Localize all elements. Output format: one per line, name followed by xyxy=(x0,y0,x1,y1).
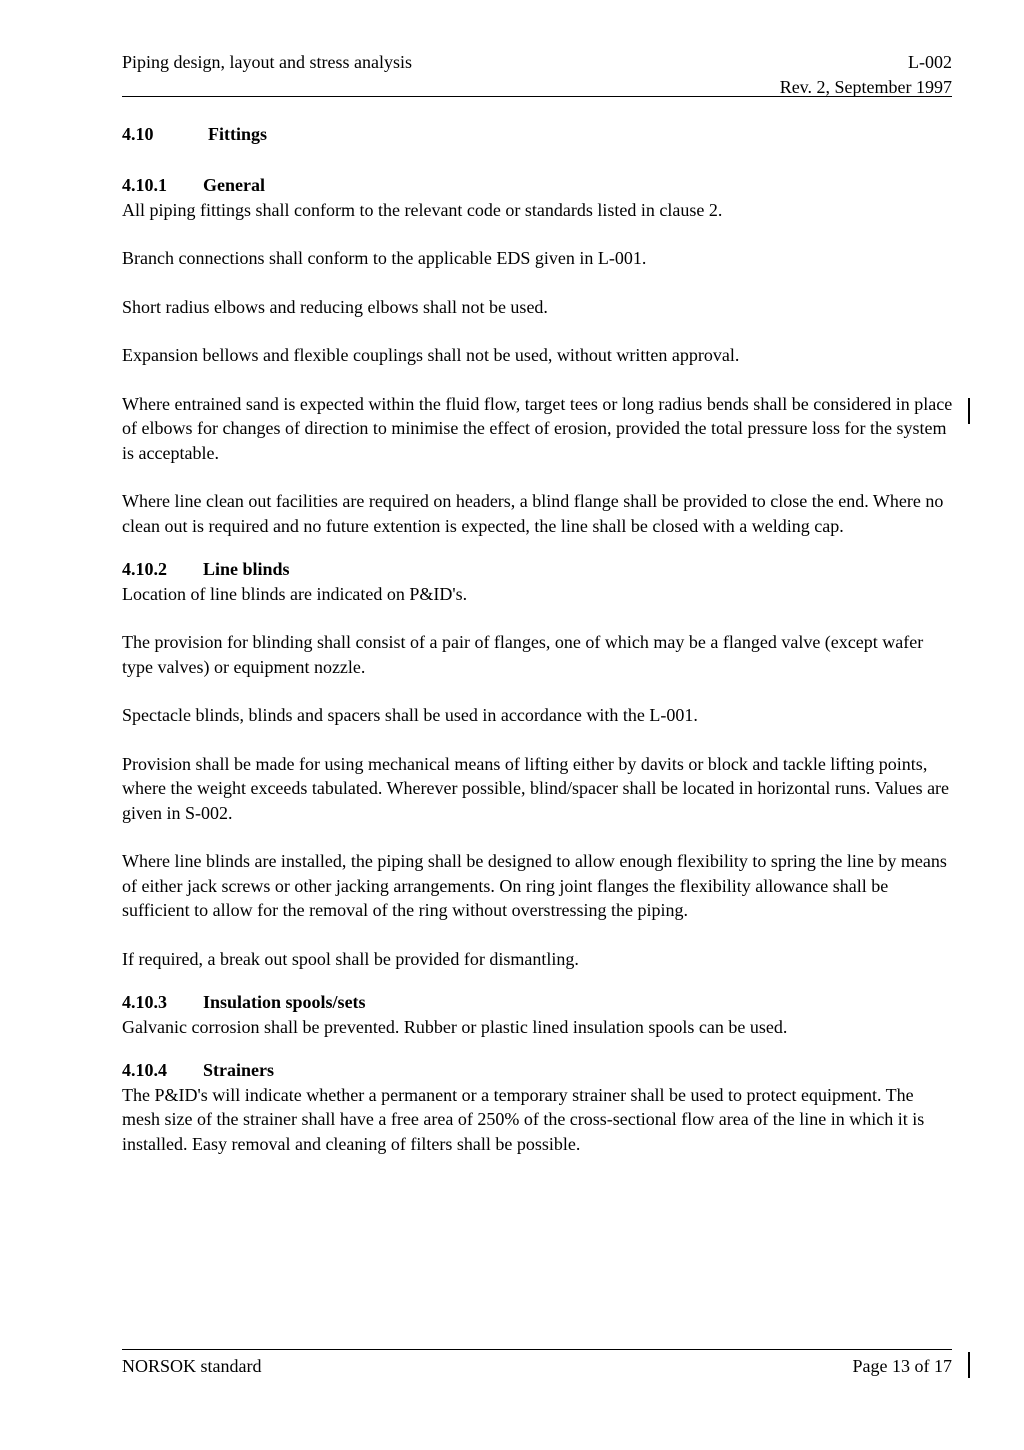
paragraph: Galvanic corrosion shall be prevented. Rubber or plastic lined insulation spools can be used. xyxy=(122,1016,788,1037)
paragraph: Where entrained sand is expected within the fluid flow, target tees or long radius bends shall be considered in place of elbows for changes of direction to minimise the effect of erosion, provided the total pressure loss for the system is acceptable. xyxy=(122,393,953,463)
subsection-title: Strainers xyxy=(203,1060,274,1080)
paragraph: The provision for blinding shall consist of a pair of flanges, one of which may be a flanged valve (except wafer type valves) or equipment nozzle. xyxy=(122,632,924,677)
page-header xyxy=(122,50,952,97)
revision-change-bar xyxy=(968,398,970,424)
header-doc-id: L-002 xyxy=(908,52,952,72)
subsection-title: General xyxy=(203,175,265,195)
paragraph: Expansion bellows and flexible couplings shall not be used, without written approval. xyxy=(122,345,740,365)
paragraph: Provision shall be made for using mechanical means of lifting either by davits or block and tackle lifting points, where the weight exceeds tabulated. Wherever possible, blind/spacer shall be located in horizontal runs. Values are given in S-002. xyxy=(122,753,950,823)
paragraph: Where line clean out facilities are required on headers, a blind flange shall be provided to close the end. Where no clean out is required and no future extention is expected, the line shall be closed with a welding cap. xyxy=(122,491,944,536)
page-content xyxy=(122,122,954,1180)
paragraph: All piping fittings shall conform to the relevant code or standards listed in clause 2. xyxy=(122,199,723,220)
revision-change-bar xyxy=(968,1352,970,1378)
page-footer xyxy=(122,1349,952,1376)
footer-page-number: Page 13 of 17 xyxy=(852,1356,952,1376)
subsection-number: 4.10.1 xyxy=(122,175,167,195)
paragraph: The P&ID's will indicate whether a permanent or a temporary strainer shall be used to protect equipment. The mesh size of the strainer shall have a free area of 250% of the cross-sectional flow area of the line in which it is installed. Easy removal and cleaning of filters shall be possible. xyxy=(122,1084,925,1154)
header-revision: Rev. 2, September 1997 xyxy=(779,77,952,97)
footer-standard: NORSOK standard xyxy=(122,1356,262,1376)
subsection-heading-4-10-3 xyxy=(122,990,954,1015)
paragraph: Where line blinds are installed, the piping shall be designed to allow enough flexibility to spring the line by means of either jack screws or other jacking arrangements. On ring joint flanges the flexibility allowance shall be sufficient to allow for the removal of the ring without overstressing the piping. xyxy=(122,851,947,920)
subsection-number: 4.10.2 xyxy=(122,559,167,579)
section-number: 4.10 xyxy=(122,124,154,144)
subsection-number: 4.10.3 xyxy=(122,992,167,1012)
subsection-title: Insulation spools/sets xyxy=(203,992,366,1012)
section-title: Fittings xyxy=(208,124,268,144)
section-heading-4-10 xyxy=(122,122,954,149)
paragraph: Branch connections shall conform to the applicable EDS given in L-001. xyxy=(122,248,647,268)
paragraph: Short radius elbows and reducing elbows shall not be used. xyxy=(122,296,548,317)
subsection-number: 4.10.4 xyxy=(122,1060,167,1080)
header-title: Piping design, layout and stress analysis xyxy=(122,52,412,72)
subsection-title: Line blinds xyxy=(203,559,290,579)
paragraph: If required, a break out spool shall be provided for dismantling. xyxy=(122,948,579,969)
subsection-heading-4-10-4 xyxy=(122,1058,954,1083)
paragraph: Spectacle blinds, blinds and spacers shall be used in accordance with the L-001. xyxy=(122,705,698,725)
subsection-heading-4-10-1 xyxy=(122,173,954,198)
paragraph: Location of line blinds are indicated on P&ID's. xyxy=(122,583,468,604)
subsection-heading-4-10-2 xyxy=(122,557,954,582)
